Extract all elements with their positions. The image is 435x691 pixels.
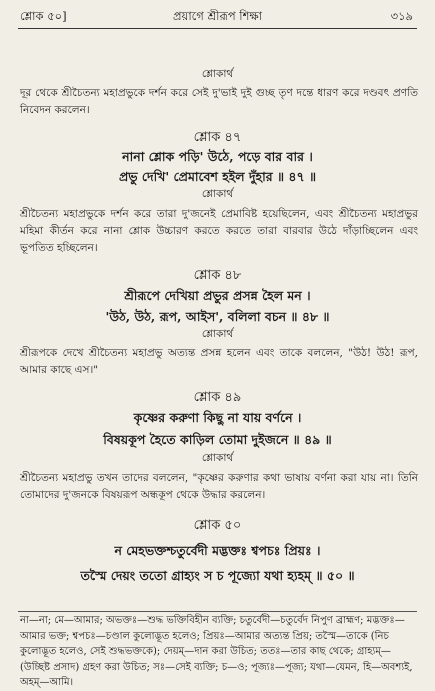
verse-number: শ্লোক ৪৮ (193, 268, 242, 283)
verse-line: শ্রীরূপে দেখিয়া প্রভুর প্রসন্ন হৈল মন । (124, 288, 311, 303)
translation-text: শ্রীরূপকে দেখে শ্রীচৈতন্য মহাপ্রভু অত্যন্ত প্রসন্ন হলেন এবং তাকে বললেন, "উঠ! উঠ! রূপ, আমার কাছে এস।" (20, 347, 418, 376)
translation-heading: শ্লোকার্থ (201, 452, 234, 464)
header-rule (18, 28, 417, 29)
verse-number: শ্লোক ৫০ (193, 518, 242, 533)
translation-heading: শ্লোকার্থ (201, 328, 234, 340)
verse-line: কৃষ্ণের করুণা কিছু না যায় বর্ণনে । (133, 410, 302, 425)
translation-text: দূর থেকে শ্রীচৈতন্য মহাপ্রভুকে দর্শন করে সেই দু'ভাই দুই গুচ্ছ তৃণ দন্তে ধারণ করে দণ্ডবৎ প্রণতি নিবেদন করলেন। (20, 87, 418, 116)
translation-text: শ্রীচৈতন্য মহাপ্রভুকে দর্শন করে তারা দু'জনেই প্রেমাবিষ্ট হয়েছিলেন, এবং শ্রীচৈতন্য মহাপ্রভুর মহিমা কীর্তন করে নানা শ্লোক উচ্চারণ করতে করতে তারা বারবার উঠে দাঁড়াচ্ছিলেন এবং ভূপতিত হচ্ছিলেন। (20, 208, 418, 254)
verse-line: প্রভু দেখি' প্রেমাবেশ হইল দুঁহার ॥ ৪৭ ॥ (118, 169, 317, 184)
verse-line: তস্মৈ দেয়ং ততো গ্রাহ্যং স চ পূজ্যো যথা হ্যহম্ ॥ ৫০ ॥ (80, 568, 355, 583)
translation-heading: শ্লোকার্থ (201, 68, 234, 80)
translation-heading: শ্লোকার্থ (201, 188, 234, 200)
verse-number: শ্লোক ৪৭ (193, 130, 242, 145)
verse-number: শ্লোক ৪৯ (193, 390, 242, 405)
verse-line: 'উঠ, উঠ, রূপ, আইস', বলিলা বচন ॥ ৪৮ ॥ (105, 309, 330, 324)
verse-line: বিষয়কূপ হৈতে কাড়িল তোমা দুইজনে ॥ ৪৯ ॥ (103, 432, 332, 447)
word-for-word-gloss: না—না; মে—আমার; অভক্তঃ—শুদ্ধ ভক্তিবিহীন ব্যক্তি; চতুর্বেদী—চতুর্বেদ নিপুণ ব্রাহ্মণ; মদ্ভক্তঃ—আমার ভক্ত; শ্বপচঃ—চণ্ডাল কুলোদ্ভূত হলেও; প্রিয়ঃ—আমার অত্যন্ত প্রিয়; তস্মৈ—তাকে (নিচ কুলোদ্ভূত হলেও, সেই শুদ্ধভক্তকে); দেয়ম্—দান করা উচিত; ততঃ—তার কাছ থেকে; গ্রাহ্যম্—(উচ্ছিষ্ট প্রসাদ) গ্রহণ করা উচিত; সঃ—সেই ব্যক্তি; চ—ও; পূজ্যঃ—পূজ্য; যথা—যেমন, হি—অবশ্যই, অহম্—আমি। (20, 615, 413, 688)
translation-text: শ্রীচৈতন্য মহাপ্রভু তখন তাদের বললেন, "কৃষ্ণের করুণার কথা ভাষায় বর্ণনা করা যায় না। তিনি তোমাদের দু'জনকে বিষয়রূপ অন্ধকূপ থেকে উদ্ধার করলেন। (20, 472, 418, 501)
page-title: প্রয়াগে শ্রীরূপ শিক্ষা (172, 9, 263, 23)
verse-line: ন মেহভক্তশ্চতুর্বেদী মদ্ভক্তঃ শ্বপচঃ প্রিয়ঃ । (114, 543, 321, 558)
verse-line: নানা শ্লোক পড়ি' উঠে, পড়ে বার বার । (122, 149, 313, 164)
chapter-running-head: শ্লোক ৫০] (20, 9, 67, 23)
section-divider (18, 611, 417, 612)
page-number: ৩১৯ (390, 9, 413, 23)
